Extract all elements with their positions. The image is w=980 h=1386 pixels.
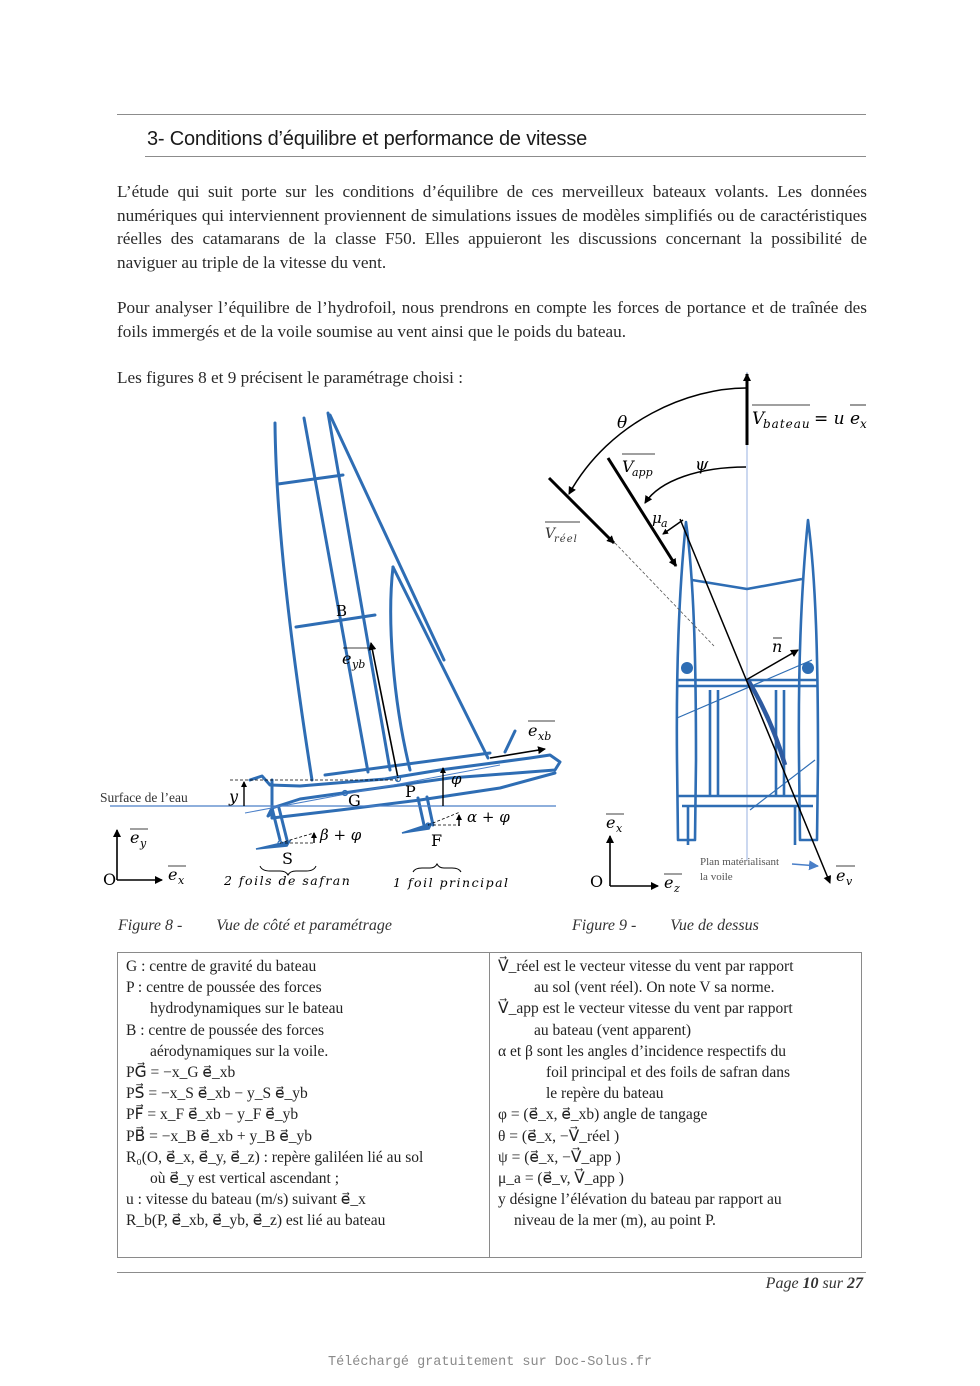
- label-phi: φ: [451, 770, 462, 788]
- legend-row: α et β sont les angles d’incidence respectifs du: [498, 1042, 787, 1060]
- label-mu-a-sub: a: [661, 517, 668, 530]
- intro-text-1: L’étude qui suit porte sur les conditions d’équilibre de ces merveilleux bateaux volants. Les données numériques qui interviennent proviennent de simulations issues de modèles simplifiés ou de caractéristiques réelles des catamarans de la classe F50. Elles appuieront les discussions concernant la possibilité de naviguer au triple de la vitesse du vent.: [117, 182, 867, 272]
- sail-plane-pointer: [792, 864, 818, 866]
- label-G: G: [348, 791, 361, 810]
- label-ey-fig8-base: e: [130, 828, 140, 847]
- left-rear-strut: [688, 806, 795, 845]
- label-water-surface: Surface de l’eau: [100, 790, 188, 805]
- page-label: Page: [765, 1275, 799, 1292]
- label-ex-fig9: [606, 813, 624, 835]
- legend-row: niveau de la mer (m), au point P.: [514, 1212, 716, 1230]
- label-F: F: [431, 831, 443, 850]
- bottom-rule: [117, 1272, 866, 1273]
- label-ev: [836, 866, 855, 888]
- figure-9-title: Vue de dessus: [670, 917, 759, 934]
- label-alpha-phi: α + φ: [467, 808, 510, 826]
- page-separator: sur: [822, 1275, 843, 1292]
- ev-vector: [680, 519, 830, 883]
- legend-row: au sol (vent réel). On note V sa norme.: [534, 979, 775, 997]
- legend-right-column: [490, 953, 861, 1257]
- label-ey-fig8-sub: y: [140, 837, 147, 850]
- label-S: S: [282, 849, 293, 868]
- legend-row: y désigne l’élévation du bateau par rapport au: [498, 1191, 782, 1209]
- legend-row: G : centre de gravité du bateau: [126, 958, 317, 975]
- page-current: 10: [802, 1275, 819, 1292]
- label-n-text: n: [772, 637, 783, 656]
- legend-row: R_b(P, e⃗_xb, e⃗_yb, e⃗_z) est lié au bateau: [126, 1212, 386, 1230]
- intro-text-2: Pour analyser l’équilibre de l’hydrofoil, nous prendrons en compte les forces de portance et de traînée des foils immergés et de la voile soumise au vent ainsi que le poids du bateau.: [117, 298, 867, 341]
- label-ev-base: e: [836, 866, 846, 885]
- label-ez-fig9-base: e: [664, 873, 674, 892]
- left-tramp-strut: [710, 690, 718, 795]
- legend-row: ψ = (e⃗_x, −V⃗_app ): [498, 1148, 621, 1166]
- label-y: y: [229, 787, 239, 806]
- v-reel-extension-dashed: [615, 543, 714, 646]
- label-v-bateau: [752, 405, 867, 431]
- legend-row: où e⃗_y est vertical ascendant ;: [150, 1170, 340, 1188]
- label-eyb-base: e: [342, 649, 352, 668]
- label-v-reel-sub: réel: [554, 534, 578, 545]
- figure-8-caption: [118, 917, 392, 935]
- figure-8-title: Vue de côté et paramétrage: [216, 917, 392, 934]
- label-P: P: [405, 782, 416, 801]
- label-ex-fig8-sub: x: [178, 874, 185, 887]
- legend-row: le repère du bateau: [546, 1085, 664, 1103]
- label-B: B: [336, 602, 348, 620]
- legend-row: P : centre de poussée des forces: [126, 979, 322, 997]
- label-sail-plane-2: la voile: [700, 871, 733, 883]
- label-sail-plane-1: Plan matérialisant: [700, 856, 780, 868]
- label-ez-fig9-sub: z: [674, 882, 680, 895]
- page-number: [766, 1275, 863, 1293]
- legend-row: PG⃗ = −x_G e⃗_xb: [126, 1064, 236, 1082]
- label-v-reel: [545, 522, 580, 545]
- legend-row: PB⃗ = −x_B e⃗_xb + y_B e⃗_yb: [126, 1127, 312, 1145]
- label-ex-fig9-sub: x: [616, 822, 623, 835]
- legend-row: V⃗_app est le vecteur vitesse du vent par rapport: [498, 1000, 793, 1018]
- label-ex-fig9-base: e: [606, 813, 616, 832]
- legend-row: au bateau (vent apparent): [534, 1021, 692, 1039]
- legend-row: B : centre de poussée des forces: [126, 1021, 324, 1039]
- label-v-app: [622, 454, 655, 479]
- label-theta: θ: [617, 413, 628, 433]
- legend-row: PF⃗ = x_F e⃗_xb − y_F e⃗_yb: [126, 1106, 299, 1124]
- left-hull-dot: [681, 662, 693, 674]
- page-total: 27: [847, 1275, 863, 1292]
- legend-row: foil principal et des foils de safran dans: [546, 1064, 791, 1082]
- label-psi: ψ: [695, 455, 709, 475]
- label-ex-fig8-base: e: [168, 865, 178, 884]
- parameter-legend-table: [117, 952, 862, 1258]
- figure-9-number: Figure 9 -: [572, 917, 637, 934]
- legend-row: μ_a = (e⃗_v, V⃗_app ): [498, 1170, 624, 1188]
- label-v-bateau-base: V: [752, 409, 765, 429]
- label-ev-sub: v: [846, 875, 853, 888]
- figure-8-number: Figure 8 -: [118, 917, 183, 934]
- label-v-bateau-ex: e: [850, 409, 861, 429]
- label-origin-fig8: O: [103, 870, 117, 889]
- label-v-app-base: V: [622, 457, 634, 476]
- legend-row: φ = (e⃗_x, e⃗_xb) angle de tangage: [498, 1106, 708, 1124]
- legend-row: θ = (e⃗_x, −V⃗_réel ): [498, 1127, 620, 1145]
- label-exb-sub: xb: [538, 730, 552, 743]
- figure-9-caption: [572, 917, 759, 935]
- label-v-bateau-eq: = u: [814, 409, 845, 429]
- legend-row: V⃗_réel est le vecteur vitesse du vent par rapport: [498, 958, 794, 975]
- intro-text-3: Les figures 8 et 9 précisent le paramétrage choisi :: [117, 368, 463, 387]
- label-v-bateau-ex-sub: x: [860, 417, 867, 431]
- section-title: 3- Conditions d’équilibre et performance de vitesse: [147, 128, 588, 150]
- download-footer: Téléchargé gratuitement sur Doc-Solus.fr: [327, 1355, 653, 1370]
- legend-row: hydrodynamiques sur le bateau: [150, 1000, 344, 1018]
- label-v-bateau-sub: bateau: [763, 417, 811, 431]
- label-ez-fig9: [664, 873, 682, 895]
- label-eyb-sub: yb: [352, 658, 366, 671]
- label-beta-phi: β + φ: [320, 826, 362, 844]
- label-rudder-foils: 2 foils de safran: [224, 873, 352, 888]
- label-v-app-sub: app: [632, 466, 653, 479]
- legend-row: u : vitesse du bateau (m/s) suivant e⃗_x: [126, 1191, 366, 1209]
- label-v-reel-base: V: [545, 526, 556, 542]
- label-mu-a: [652, 509, 668, 530]
- label-mu-a-base: μ: [652, 509, 662, 527]
- theta-arc: [569, 388, 746, 494]
- sail-profile: [748, 680, 785, 765]
- label-n: [772, 637, 782, 656]
- legend-left-column: [118, 953, 490, 1257]
- label-main-foil: 1 foil principal: [393, 875, 510, 890]
- legend-row: R₀(O, e⃗_x, e⃗_y, e⃗_z) : repère galiléen lié au sol: [126, 1148, 424, 1166]
- label-origin-fig9: O: [590, 872, 604, 891]
- legend-row: aérodynamiques sur la voile.: [150, 1042, 329, 1060]
- label-exb-base: e: [528, 721, 538, 740]
- legend-row: PS⃗ = −x_S e⃗_xb − y_S e⃗_yb: [126, 1085, 308, 1103]
- sail-plane-line-1: [677, 660, 812, 718]
